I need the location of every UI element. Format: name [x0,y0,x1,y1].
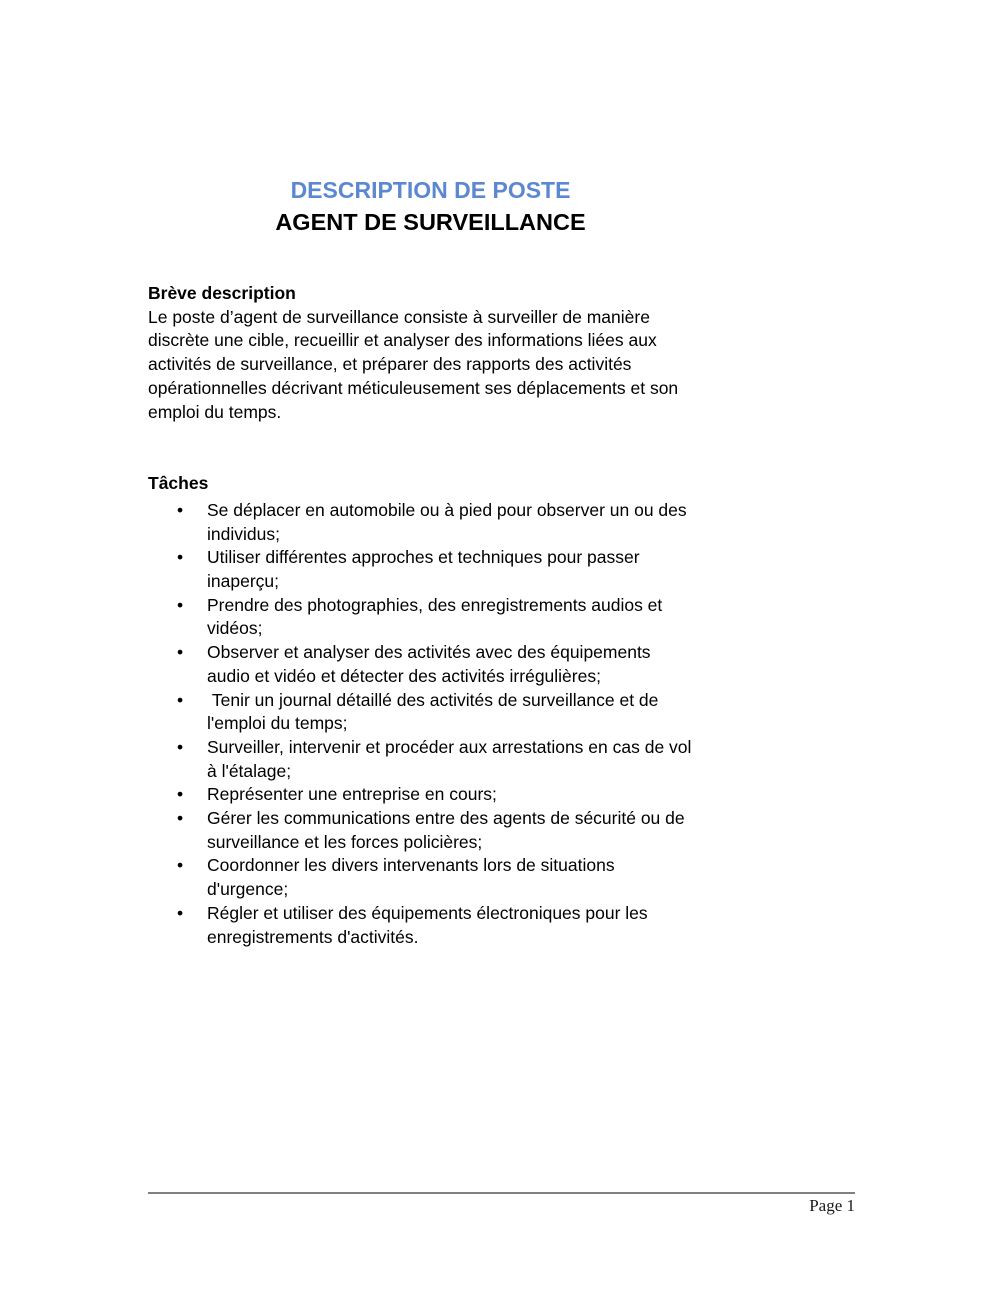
bullet-icon: • [177,689,184,710]
task-list-item [148,689,695,736]
page-number: Page 1 [809,1196,855,1215]
task-list-item [148,641,695,688]
task-item-text: Tenir un journal détaillé des activités de surveillance et de l'emploi du temps; [207,689,664,734]
bullet-icon: • [177,499,184,520]
task-item-text: Utiliser différentes approches et techniques pour passer inaperçu; [207,547,645,592]
bullet-icon: • [177,736,184,757]
task-list-item [148,546,695,593]
document-subtitle: AGENT DE SURVEILLANCE [275,209,586,235]
task-list-item [148,594,695,641]
task-item-text: Gérer les communications entre des agents de sécurité ou de surveillance et les forces policières; [207,808,690,852]
task-item-text: Régler et utiliser des équipements électroniques pour les enregistrements d'activités. [207,902,653,947]
brief-description-text: Le poste d’agent de surveillance consiste à surveiller de manière discrète une cible, recueillir et analyser des informations liées aux activités de surveillance, et préparer des rapports des activités opérationnelles décrivant méticuleusement ses déplacements et son emploi du temps. [148,306,684,422]
task-item-text: Observer et analyser des activités avec des équipements audio et vidéo et détecter des activités irrégulières; [207,642,656,686]
tasks-heading: Tâches [148,473,209,494]
bullet-icon: • [177,594,184,615]
task-list-item [148,854,695,901]
task-list-item [148,736,695,783]
task-list-item [148,807,695,854]
task-list [148,499,695,949]
bullet-icon: • [177,902,184,923]
task-item-text: Surveiller, intervenir et procéder aux arrestations en cas de vol à l'étalage; [207,736,697,781]
bullet-icon: • [177,784,184,805]
brief-description-section [148,282,691,424]
document-title: DESCRIPTION DE POSTE [290,177,571,203]
footer-divider [148,1192,855,1194]
task-item-text: Coordonner les divers intervenants lors de situations d'urgence; [207,855,620,900]
task-item-text: Représenter une entreprise en cours; [207,784,497,805]
task-list-item [148,783,695,807]
task-item-text: Se déplacer en automobile ou à pied pour observer un ou des individus; [207,499,692,544]
bullet-icon: • [177,855,184,876]
brief-description-heading: Brève description [148,283,296,303]
title-block [148,0,713,238]
task-item-text: Prendre des photographies, des enregistrements audios et vidéos; [207,594,668,639]
tasks-section [148,472,695,949]
task-list-item [148,499,695,546]
page-footer [148,1192,855,1216]
bullet-icon: • [177,547,184,568]
task-list-item [148,902,695,949]
bullet-icon: • [177,808,184,829]
bullet-icon: • [177,642,184,663]
